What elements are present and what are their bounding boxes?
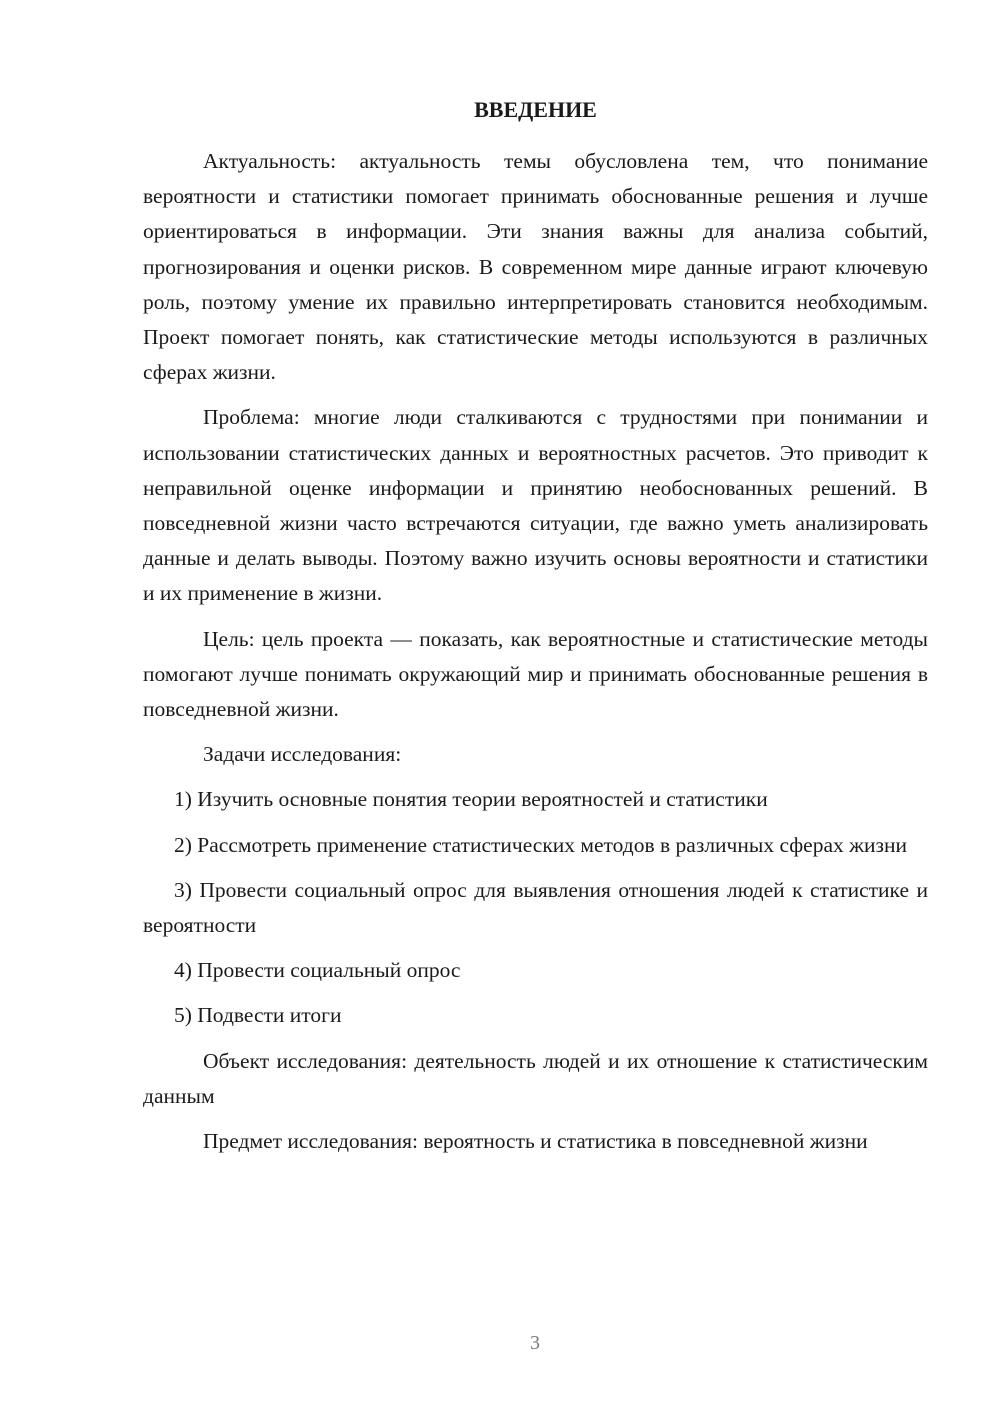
object-paragraph: Объект исследования: деятельность людей и их отношение к статистическим данным <box>143 1048 928 1108</box>
tasks-list <box>143 782 928 1033</box>
task-item-3: 3) Провести социальный опрос для выявления отношения людей к статистике и вероятности <box>143 877 928 938</box>
tasks-heading: Задачи исследования: <box>203 742 402 767</box>
task-item-4: 4) Провести социальный опрос <box>174 958 461 983</box>
page-content <box>143 94 928 1169</box>
page-number: 3 <box>530 1332 540 1354</box>
subject-paragraph: Предмет исследования: вероятность и статистика в повседневной жизни <box>203 1129 868 1154</box>
goal-paragraph: Цель: цель проекта — показать, как вероятностные и статистические методы помогают лучше понимать окружающий мир и принимать обоснованные решения в повседневной жизни. <box>143 626 928 722</box>
problem-paragraph: Проблема: многие люди сталкиваются с трудностями при понимании и использовании статистических данных и вероятностных расчетов. Это приводит к неправильной оценке информации и принятию необоснованных решений. В повседневной жизни часто встречаются ситуации, где важно уметь анализировать данные и делать выводы. Поэтому важно изучить основы вероятности и статистики и их применение в жизни. <box>143 405 928 606</box>
page-title: ВВЕДЕНИЕ <box>474 97 597 122</box>
task-item-5: 5) Подвести итоги <box>174 1003 342 1028</box>
task-item-1: 1) Изучить основные понятия теории вероятностей и статистики <box>174 787 768 812</box>
task-item-2: 2) Рассмотреть применение статистических методов в различных сферах жизни <box>174 832 908 857</box>
relevance-paragraph: Актуальность: актуальность темы обусловлена тем, что понимание вероятности и статистики помогает принимать обоснованные решения и лучше ориентироваться в информации. Эти знания важны для анализа событий, прогнозирования и оценки рисков. В современном мире данные играют ключевую роль, поэтому умение их правильно интерпретировать становится необходимым. Проект помогает понять, как статистические методы используются в различных сферах жизни. <box>143 149 928 385</box>
